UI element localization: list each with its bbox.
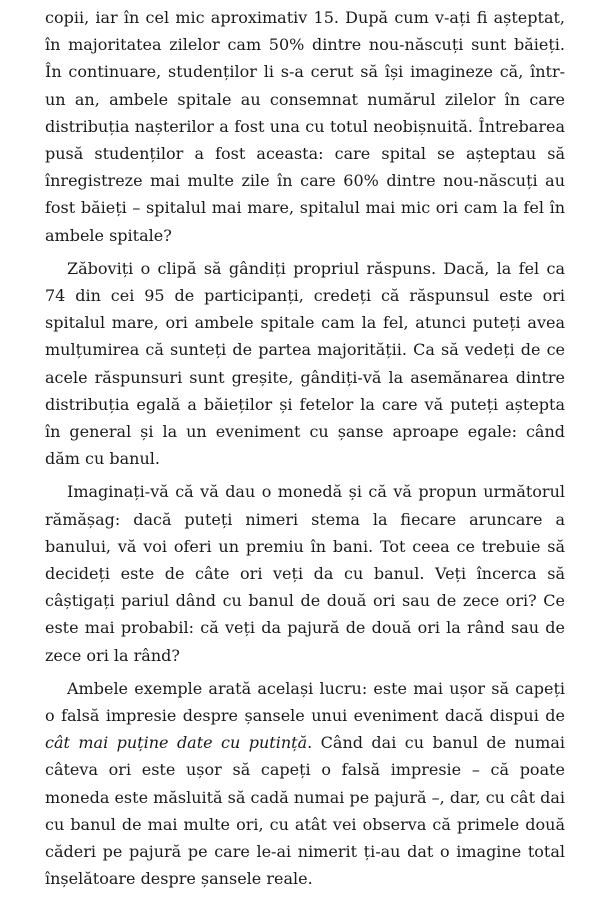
paragraph-2: Zăboviți o clipă să gândiți propriul răspuns. Dacă, la fel ca 74 din cei 95 de participanți, credeți că răspunsul este ori spitalul mare, ori ambele spitale cam la fel, atunci puteți avea mulțumirea că sunteți de partea majorității. Ca să vedeți de ce acele răspunsuri sunt greșite, gândiți-vă la asemănarea dintre distribuția egală a băieților și fetelor la care vă puteți aștepta în general și la un eveniment cu șanse aproape egale: când dăm cu banul. xyxy=(45,258,565,469)
paragraph-4-emphasis: cât mai puține date cu putință xyxy=(45,733,308,753)
paragraph-4-tail: . Când dai cu banul de numai câteva ori este ușor să capeți o falsă impresie – că poate moneda este măsluită să cadă numai pe pajură –, dar, cu cât dai cu banul de mai multe ori, cu atât vei observa că primele două căderi pe pajură pe care le-ai nimerit ți-au dat o imagine total înșelătoare despre șansele reale. xyxy=(45,733,566,889)
book-page xyxy=(45,4,565,899)
paragraph-4 xyxy=(45,675,565,893)
paragraph-4-lead: Ambele exemple arată același lucru: este mai ușor să capeți o falsă impresie despre șansele unui eveniment dacă dispui de xyxy=(45,678,565,726)
paragraph-3: Imaginați-vă că vă dau o monedă și că vă propun următorul rămășag: dacă puteți nimeri stema la fiecare aruncare a banului, vă voi oferi un premiu în bani. Tot ceea ce trebuie să decideți este de câte ori veți da cu banul. Veți încerca să câștigați pariul dând cu banul de două ori sau de zece ori? Ce este mai probabil: că veți da pajură de două ori la rând sau de zece ori la rând? xyxy=(45,482,565,665)
paragraph-1: copii, iar în cel mic aproximativ 15. După cum v-ați fi așteptat, în majoritatea zilelor cam 50% dintre nou-născuți sunt băieți. În continuare, studenților li s-a cerut să își imagineze că, într-un an, ambele spitale au consemnat numărul zilelor în care distribuția nașterilor a fost una cu totul neobișnuită. Întrebarea pusă studenților a fost aceasta: care spital se așteptau să înregistreze mai multe zile în care 60% dintre nou-născuți au fost băieți – spitalul mai mare, spitalul mai mic ori cam la fel în ambele spitale? xyxy=(45,8,565,245)
